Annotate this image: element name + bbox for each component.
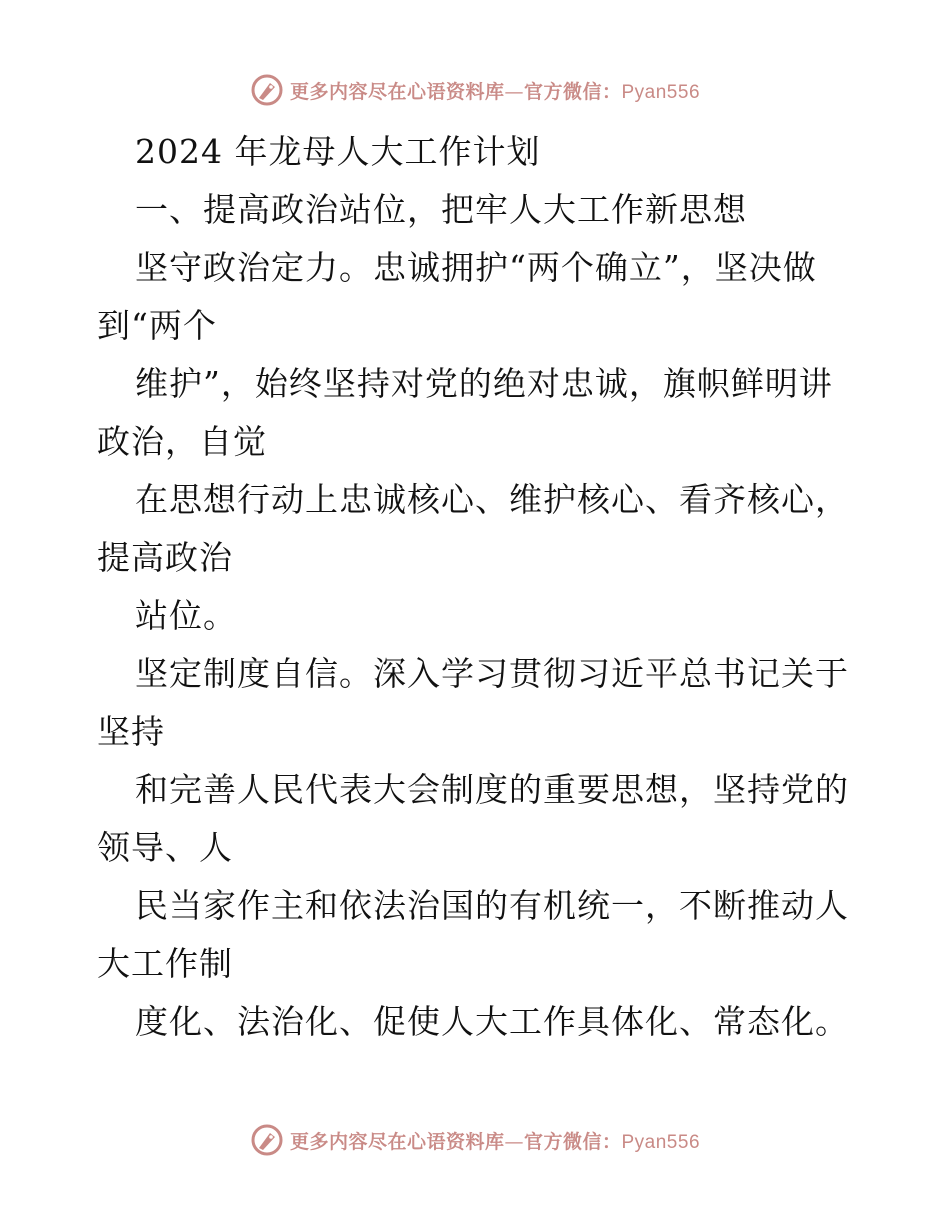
pen-nib-logo-icon xyxy=(250,73,284,107)
watermark-separator: — xyxy=(504,80,524,103)
watermark-separator: — xyxy=(504,1130,524,1153)
paragraph-line: 维护”，始终坚持对党的绝对忠诚，旗帜鲜明讲 xyxy=(135,364,833,403)
header-watermark xyxy=(0,70,950,110)
paragraph-line: 度化、法治化、促使人大工作具体化、常态化。 xyxy=(135,1002,849,1041)
paragraph-line: 站位。 xyxy=(135,596,237,635)
watermark-text xyxy=(290,1127,700,1154)
paragraph-line: 民当家作主和依法治国的有机统一，不断推动人 xyxy=(135,886,849,925)
paragraph-line: 坚持 xyxy=(97,712,165,751)
paragraph-line: 提高政治 xyxy=(97,538,233,577)
section-heading: 一、提高政治站位，把牢人大工作新思想 xyxy=(135,190,747,229)
paragraph-line: 到“两个 xyxy=(97,306,217,345)
footer-watermark xyxy=(0,1120,950,1160)
document-body xyxy=(97,123,857,1051)
paragraph-line: 在思想行动上忠诚核心、维护核心、看齐核心， xyxy=(135,480,849,519)
watermark-handle: Pyan556 xyxy=(621,1131,701,1153)
watermark-text xyxy=(290,77,700,104)
paragraph-line: 大工作制 xyxy=(97,944,233,983)
paragraph-line: 政治，自觉 xyxy=(97,422,267,461)
paragraph-line: 坚守政治定力。忠诚拥护“两个确立”，坚决做 xyxy=(135,248,817,287)
pen-nib-logo-icon xyxy=(250,1123,284,1157)
watermark-label: 官方微信： xyxy=(523,1130,622,1153)
watermark-handle: Pyan556 xyxy=(621,81,701,103)
watermark-main: 更多内容尽在心语资料库 xyxy=(289,80,505,103)
document-title: 2024 年龙母人大工作计划 xyxy=(135,132,541,171)
paragraph-line: 领导、人 xyxy=(97,828,233,867)
watermark-main: 更多内容尽在心语资料库 xyxy=(289,1130,505,1153)
paragraph-line: 坚定制度自信。深入学习贯彻习近平总书记关于 xyxy=(135,654,849,693)
watermark-label: 官方微信： xyxy=(523,80,622,103)
paragraph-line: 和完善人民代表大会制度的重要思想，坚持党的 xyxy=(135,770,849,809)
